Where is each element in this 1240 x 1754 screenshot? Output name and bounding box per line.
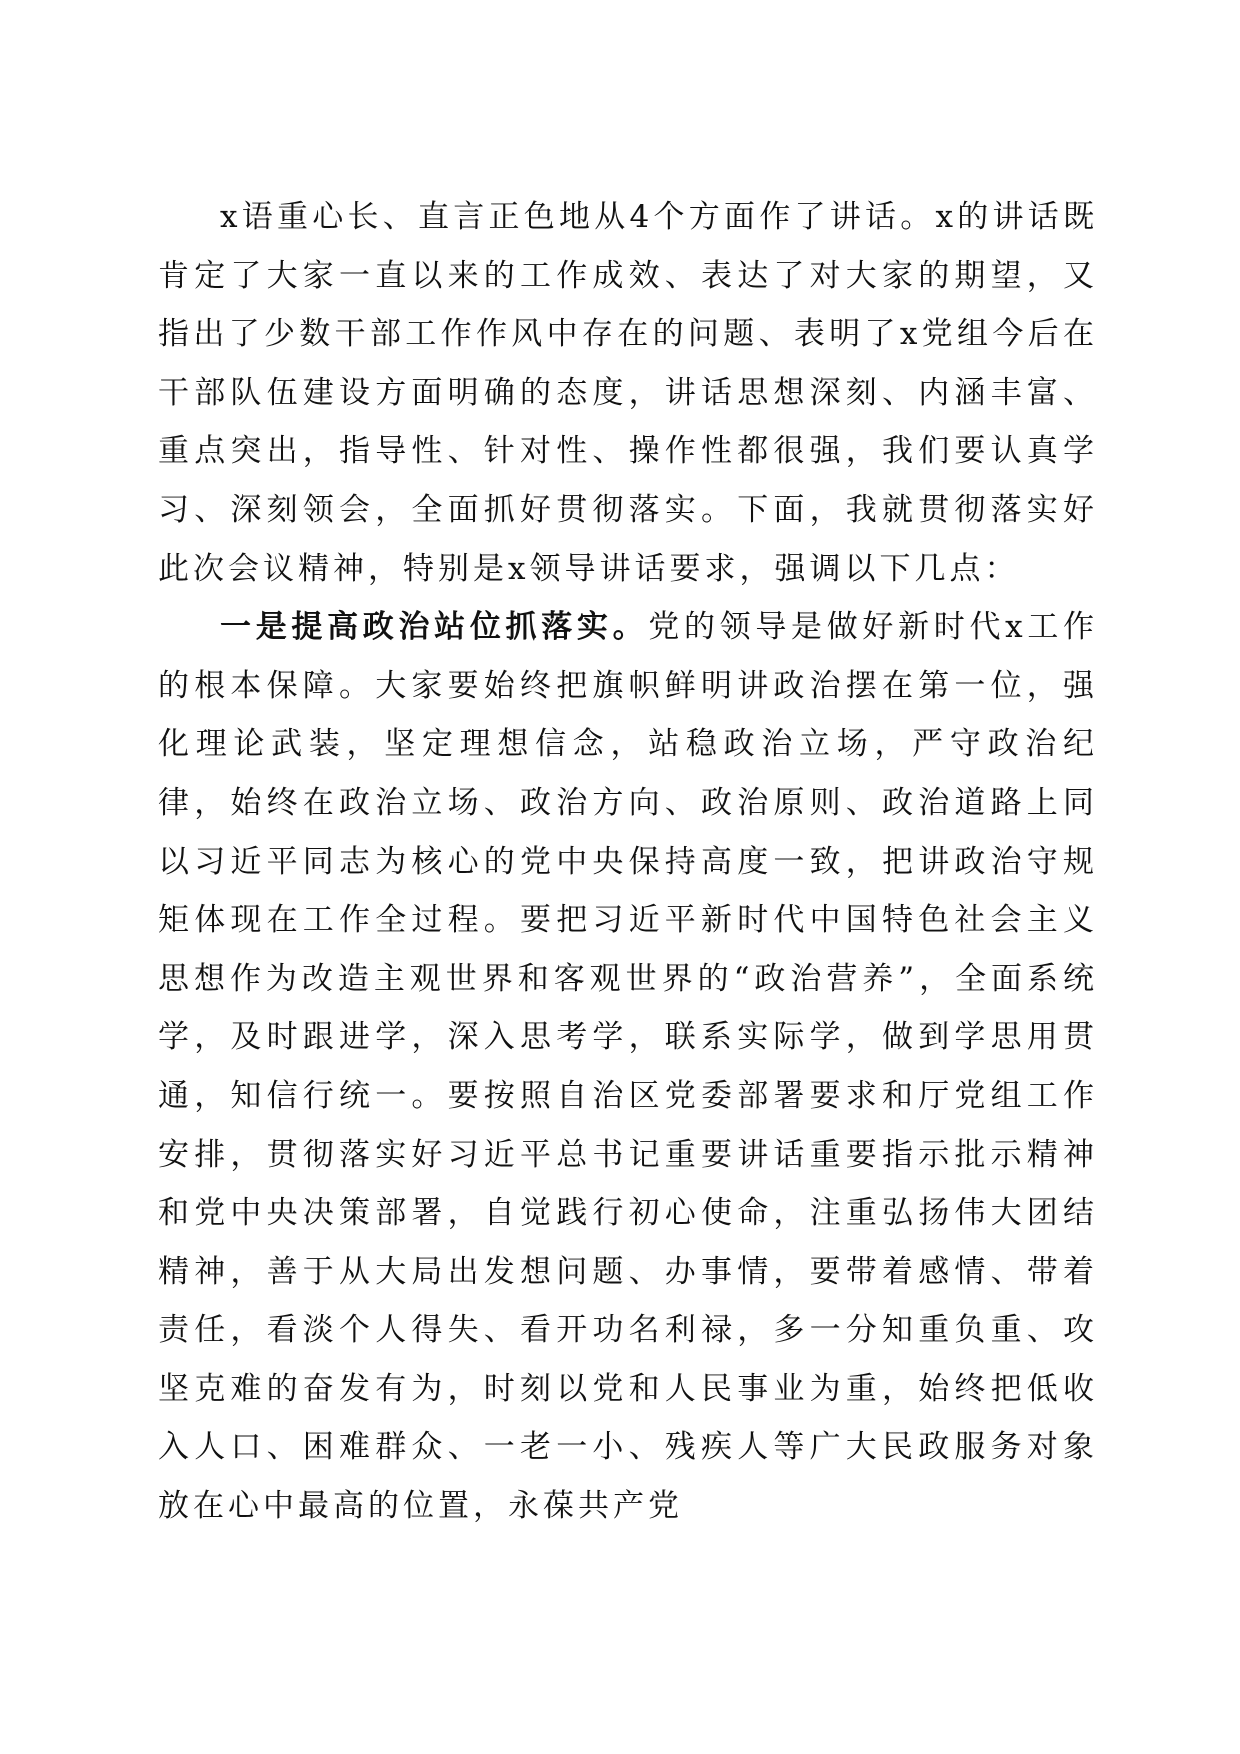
paragraph-intro — [158, 188, 1098, 598]
paragraph-point-one-lead: 一是提高政治站位抓落实。 — [220, 609, 649, 646]
paragraph-point-one — [158, 598, 1098, 1536]
document-body — [158, 188, 1098, 1536]
paragraph-intro-text: x语重心长、直言正色地从4个方面作了讲话。x的讲话既肯定了大家一直以来的工作成效、表达了对大家的期望，又指出了少数干部工作作风中存在的问题、表明了x党组今后在干部队伍建设方面明确的态度，讲话思想深刻、内涵丰富、重点突出，指导性、针对性、操作性都很强，我们要认真学习、深刻领会，全面抓好贯彻落实。下面，我就贯彻落实好此次会议精神，特别是x领导讲话要求，强调以下几点： — [158, 199, 1098, 587]
paragraph-point-one-text: 党的领导是做好新时代x工作的根本保障。大家要始终把旗帜鲜明讲政治摆在第一位，强化理论武装，坚定理想信念，站稳政治立场，严守政治纪律，始终在政治立场、政治方向、政治原则、政治道路上同以习近平同志为核心的党中央保持高度一致，把讲政治守规矩体现在工作全过程。要把习近平新时代中国特色社会主义思想作为改造主观世界和客观世界的“政治营养”，全面系统学，及时跟进学，深入思考学，联系实际学，做到学思用贯通，知信行统一。要按照自治区党委部署要求和厅党组工作安排，贯彻落实好习近平总书记重要讲话重要指示批示精神和党中央决策部署，自觉践行初心使命，注重弘扬伟大团结精神，善于从大局出发想问题、办事情，要带着感情、带着责任，看淡个人得失、看开功名利禄，多一分知重负重、攻坚克难的奋发有为，时刻以党和人民事业为重，始终把低收入人口、困难群众、一老一小、残疾人等广大民政服务对象放在心中最高的位置，永葆共产党 — [158, 609, 1099, 1525]
